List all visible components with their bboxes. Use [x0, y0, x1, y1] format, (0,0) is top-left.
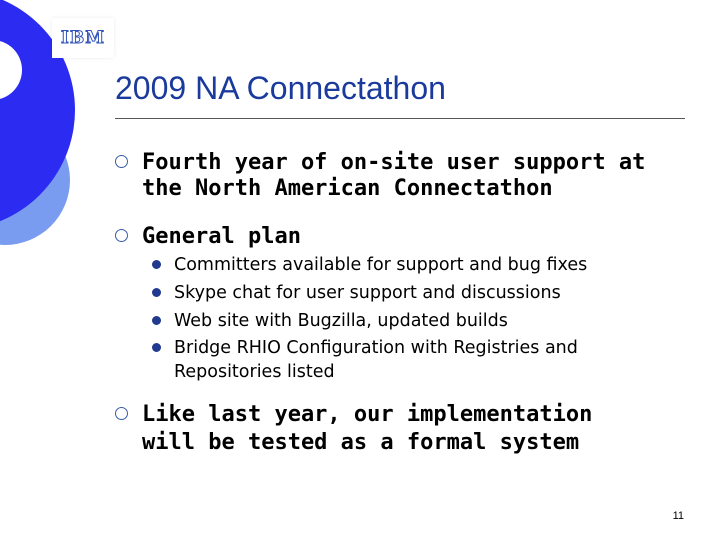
- slide-title: 2009 NA Connectathon: [115, 70, 446, 106]
- title-divider: [115, 118, 685, 119]
- sub-bullet-line: Repositories listed: [174, 362, 335, 382]
- dot-bullet-icon: [152, 343, 161, 352]
- bullet-line: Fourth year of on-site user support at: [142, 150, 646, 175]
- bullet-line: General plan: [142, 224, 301, 249]
- page-number: 11: [672, 510, 684, 522]
- sub-bullet-line: Web site with Bugzilla, updated builds: [174, 311, 508, 331]
- hollow-bullet-icon: [115, 155, 128, 168]
- sub-bullet-line: Bridge RHIO Configuration with Registries and: [174, 338, 578, 358]
- hollow-bullet-icon: [115, 229, 128, 242]
- dot-bullet-icon: [152, 260, 161, 269]
- dot-bullet-icon: [152, 288, 161, 297]
- sub-bullet-line: Skype chat for user support and discussions: [174, 283, 561, 303]
- dot-bullet-icon: [152, 316, 161, 325]
- bullet-line: Like last year, our implementation: [142, 402, 593, 427]
- ibm-logo-text: IBM: [60, 28, 106, 48]
- bullet-line: the North American Connectathon: [142, 176, 553, 201]
- hollow-bullet-icon: [115, 407, 128, 420]
- bullet-line: will be tested as a formal system: [142, 430, 580, 455]
- sub-bullet-line: Committers available for support and bug fixes: [174, 255, 588, 275]
- ibm-logo: [52, 18, 114, 58]
